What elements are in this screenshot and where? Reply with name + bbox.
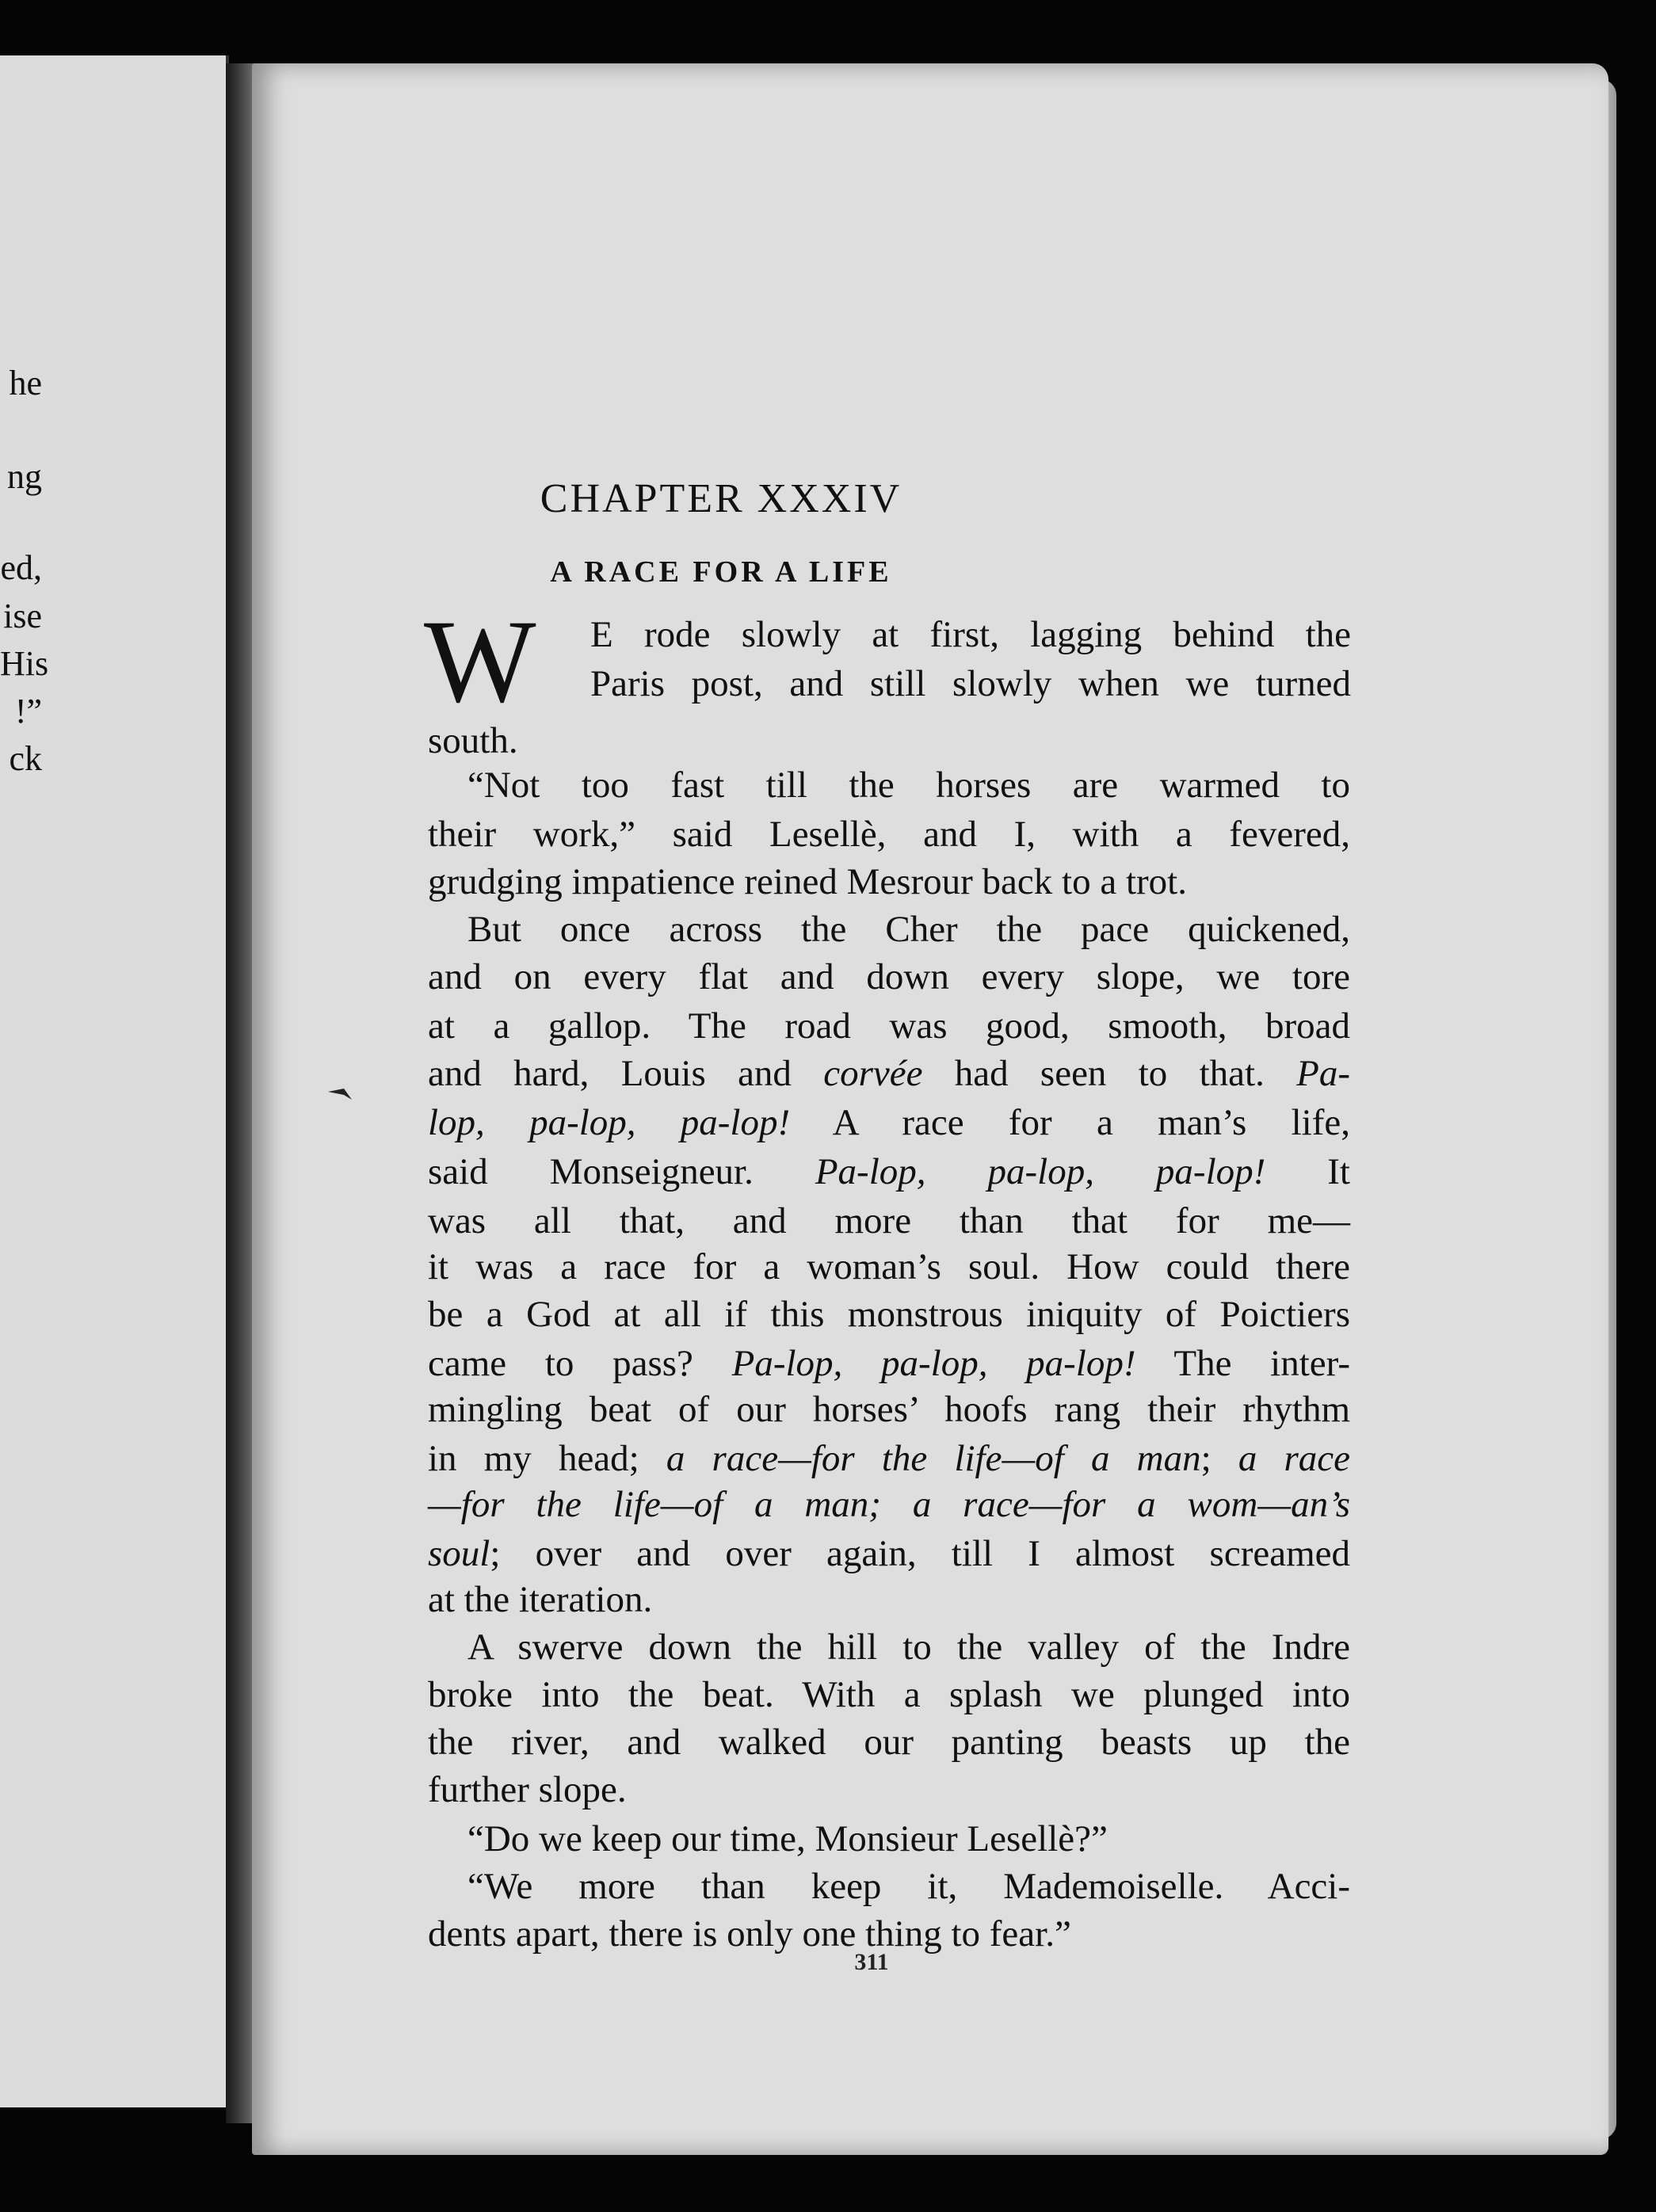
text-line xyxy=(428,767,1350,804)
text-segment: E rode slowly at first, lagging behind the xyxy=(590,614,1351,655)
text-segment: dents apart, there is only one thing to fear.” xyxy=(428,1913,1071,1955)
text-line xyxy=(428,1724,1350,1761)
left-page-text-fragment: His xyxy=(0,644,49,683)
text-line xyxy=(428,1913,1350,1955)
text-line xyxy=(428,1055,1350,1093)
drop-cap: W xyxy=(424,596,536,727)
chapter-title: CHAPTER XXXIV xyxy=(540,476,902,521)
text-line xyxy=(428,1104,1350,1142)
text-segment: further slope. xyxy=(428,1769,627,1810)
text-segment: Paris post, and still slowly when we turned xyxy=(590,663,1351,704)
text-line xyxy=(428,1440,1350,1478)
text-line xyxy=(428,1005,1350,1047)
italic-text: corvée xyxy=(823,1053,923,1094)
left-page-text-fragment: ed, xyxy=(0,548,42,587)
text-segment: said Monseigneur. xyxy=(428,1151,815,1192)
text-line xyxy=(428,861,1350,902)
text-segment: south. xyxy=(428,720,518,761)
text-segment: ; xyxy=(1200,1438,1238,1479)
text-line xyxy=(428,1486,1350,1524)
text-line xyxy=(428,1200,1350,1241)
text-segment: ; over and over again, till I almost screamed xyxy=(490,1533,1350,1574)
text-segment: “We more than keep it, Mademoiselle. Acci- xyxy=(467,1866,1350,1907)
text-segment: at the iteration. xyxy=(428,1579,653,1620)
text-segment: came to pass? xyxy=(428,1343,732,1384)
text-segment: broke into the beat. With a splash we plunged into xyxy=(428,1674,1350,1715)
italic-text: Pa-lop, pa-lop, pa-lop! xyxy=(731,1343,1136,1384)
text-segment: A swerve down the hill to the valley of the Indre xyxy=(467,1627,1350,1668)
text-segment: in my head; xyxy=(428,1438,666,1479)
italic-text: a race xyxy=(1238,1438,1351,1479)
text-segment: at a gallop. The road was good, smooth, broad xyxy=(428,1005,1350,1047)
left-page-text-fragment: he xyxy=(9,364,42,402)
left-page-text-fragment: !” xyxy=(14,692,42,730)
text-segment: A race for a man’s life, xyxy=(790,1102,1350,1143)
text-segment: it was a race for a woman’s soul. How could there xyxy=(428,1246,1350,1287)
page-number: 311 xyxy=(854,1949,889,1975)
text-segment: their work,” said Lesellè, and I, with a fevered, xyxy=(428,814,1350,855)
text-segment: grudging impatience reined Mesrour back to a trot. xyxy=(428,861,1187,902)
text-line xyxy=(428,1391,1350,1428)
text-line xyxy=(428,1151,1350,1192)
text-segment: The inter- xyxy=(1135,1343,1350,1384)
italic-text: Pa- xyxy=(1296,1053,1350,1094)
text-segment: had seen to that. xyxy=(922,1053,1297,1094)
italic-text: lop, pa-lop, pa-lop! xyxy=(428,1102,791,1143)
text-line xyxy=(428,1535,1350,1573)
text-line xyxy=(428,720,1350,761)
text-segment: mingling beat of our horses’ hoofs rang their rhythm xyxy=(428,1389,1350,1430)
text-segment: be a God at all if this monstrous iniquity of Poictiers xyxy=(428,1294,1350,1335)
previous-page-fragment xyxy=(0,55,229,2107)
text-line xyxy=(428,816,1350,853)
text-line xyxy=(590,663,1351,704)
text-line xyxy=(428,1581,1350,1619)
italic-text: a race—for the life—of a man xyxy=(666,1438,1201,1479)
text-line xyxy=(428,1868,1350,1905)
text-line xyxy=(428,1296,1350,1333)
text-segment: “Do we keep our time, Monsieur Lesellè?” xyxy=(467,1818,1108,1859)
chapter-subtitle: A RACE FOR A LIFE xyxy=(550,555,892,589)
text-line xyxy=(590,616,1351,654)
italic-text: —for the life—of a man; a race—for a wom—an’s xyxy=(428,1484,1350,1525)
text-segment: and on every flat and down every slope, we tore xyxy=(428,956,1350,997)
text-segment: and hard, Louis and xyxy=(428,1053,824,1094)
text-line xyxy=(428,1345,1350,1382)
margin-pencil-mark xyxy=(326,1087,353,1103)
left-page-text-fragment: ng xyxy=(7,457,42,496)
text-segment: “Not too fast till the horses are warmed to xyxy=(467,765,1350,806)
text-line xyxy=(428,1629,1350,1666)
italic-text: soul xyxy=(428,1533,490,1574)
text-line xyxy=(428,1769,1350,1810)
text-line xyxy=(428,911,1350,948)
text-segment: But once across the Cher the pace quickened, xyxy=(467,909,1350,950)
left-page-text-fragment: ck xyxy=(9,739,42,778)
text-line xyxy=(428,1676,1350,1714)
text-segment: was all that, and more than that for me— xyxy=(428,1200,1350,1241)
italic-text: Pa-lop, pa-lop, pa-lop! xyxy=(815,1151,1266,1192)
text-line xyxy=(428,956,1350,997)
text-line xyxy=(428,1246,1350,1287)
text-segment: the river, and walked our panting beasts up the xyxy=(428,1722,1350,1763)
text-segment: It xyxy=(1265,1151,1350,1192)
text-line xyxy=(428,1818,1350,1859)
left-page-text-fragment: ise xyxy=(3,597,42,635)
